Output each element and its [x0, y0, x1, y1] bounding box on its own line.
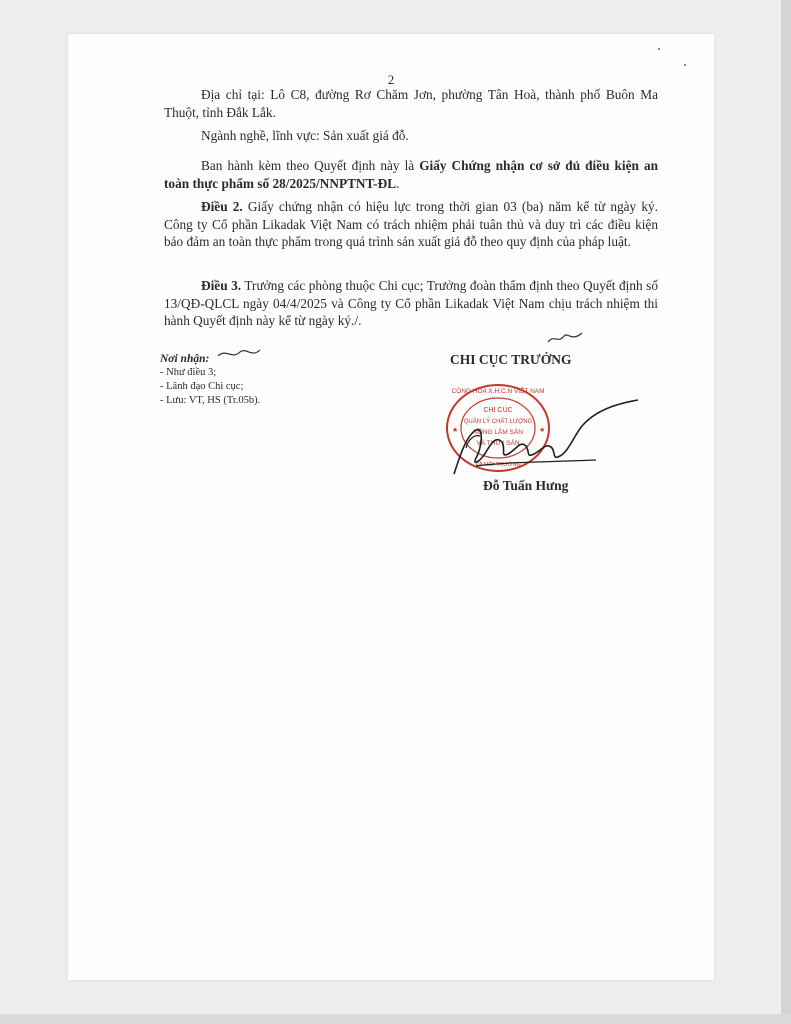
stamp-inner-line: NÔNG LÂM SẢN [473, 429, 523, 436]
certificate-title: Giấy Chứng nhận cơ sở đủ điều kiện an toàn thực phẩm số 28/2025/NNPTNT-ĐL [164, 158, 658, 191]
initial-mark [546, 330, 586, 346]
bottom-scan-edge [0, 1014, 791, 1024]
recipients-title: Nơi nhận: [160, 353, 210, 365]
issued-prefix: Ban hành kèm theo Quyết định này là [201, 158, 420, 173]
document-page [68, 34, 714, 980]
stamp-star-icon: ★ [452, 427, 459, 434]
handwritten-signature [446, 396, 646, 478]
industry-paragraph: Ngành nghề, lĩnh vực: Sản xuất giá đỗ. [201, 128, 409, 143]
article-3-label: Điều 3. [201, 278, 242, 293]
initial-mark [216, 346, 262, 362]
stamp-inner-line: VÀ THỦY SẢN [476, 440, 520, 447]
right-scan-edge [781, 0, 791, 1024]
article-3-paragraph [164, 277, 658, 330]
article-2-label: Điều 2. [201, 199, 243, 214]
recipient-item: - Lưu: VT, HS (Tr.05b). [160, 395, 261, 406]
stamp-inner-line: CHI CỤC [483, 407, 513, 414]
scan-speck [658, 48, 660, 50]
issued-suffix: . [396, 175, 400, 191]
recipient-item: - Như điều 3; [160, 367, 217, 378]
stamp-bottom-text: VÀ MÔI TRƯỜNG [475, 462, 521, 468]
article-2-text: Giấy chứng nhận có hiệu lực trong thời gian 03 (ba) năm kể từ ngày ký. Công ty Cổ phần Likadak Việt Nam có trách nhiệm phải tuân thủ và duy trì các điều kiện bảo đảm an toàn thực phẩm trong quá trình sản xuất giá đỗ theo quy định của pháp luật. [164, 199, 658, 250]
article-2-paragraph [164, 198, 658, 251]
signature-title: CHI CỤC TRƯỞNG [450, 352, 572, 367]
issued-paragraph [164, 157, 658, 192]
signer-name: Đỗ Tuấn Hưng [483, 478, 569, 493]
stamp-inner-line: QUẢN LÝ CHẤT LƯỢNG [463, 419, 533, 425]
recipient-item: - Lãnh đạo Chi cục; [160, 381, 244, 392]
stamp-outer-text: CỘNG HÒA X.H.C.N VIỆT NAM [451, 388, 545, 395]
article-3-text: Trưởng các phòng thuộc Chi cục; Trưởng đoàn thẩm định theo Quyết định số 13/QĐ-QLCL ngày 04/4/2025 và Công ty Cổ phần Likadak Việt Nam chịu trách nhiệm thi hành Quyết định này kể từ ngày ký./. [164, 278, 658, 329]
scan-speck [684, 64, 686, 66]
address-paragraph: Địa chỉ tại: Lô C8, đường Rơ Chăm Jơn, phường Tân Hoà, thành phố Buôn Ma Thuột, tỉnh Đắk Lắk. [164, 87, 658, 120]
stamp-star-icon: ★ [539, 427, 546, 434]
page-number: 2 [387, 72, 395, 87]
